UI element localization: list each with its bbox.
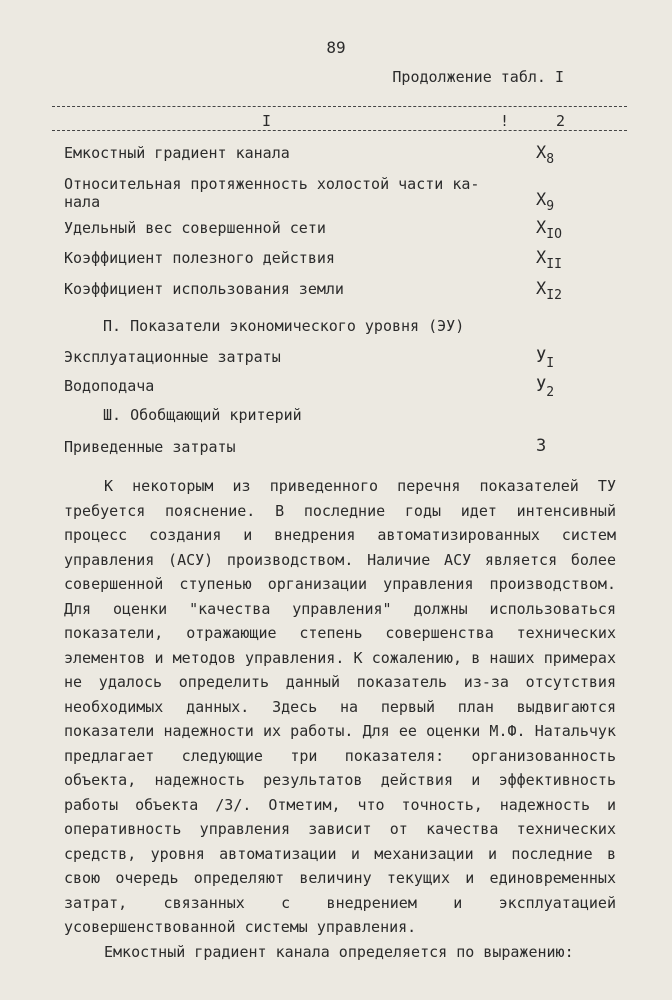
table-row-symbol: $X_9$ [536,190,555,214]
table-row-symbol: $У_2$ [536,376,555,400]
table-row-label: Приведенные затраты [64,438,236,456]
table-row-label: Коэффициент использования земли [64,280,344,298]
table-row-label: Водоподача [64,377,155,395]
table-row-symbol: З [536,436,547,456]
paragraph: Емкостный градиент канала определяется по выражению: [104,942,574,961]
section-heading: П. Показатели экономического уровня (ЭУ) [103,317,465,335]
body-text [64,474,616,964]
table-row-symbol: $X_{II}$ [536,248,562,272]
table-row-symbol: $X_8$ [536,143,555,167]
table-row-label: Удельный вес совершенной сети [64,219,326,237]
page-number: 89 [326,38,346,57]
table-top-rule [52,106,627,107]
table-row-label: Емкостный градиент канала [64,144,290,162]
table-header-separator: ! [500,112,510,130]
table-header-rule [52,130,627,131]
table-row-symbol: $У_I$ [536,347,555,371]
table-header-col2: 2 [556,112,566,130]
table-row-symbol: $X_{IO}$ [536,218,562,242]
table-row-symbol: $X_{I2}$ [536,279,562,303]
table-continuation-label: Продолжение табл. I [392,68,564,86]
paragraph: К некоторым из приведенного перечня показателей ТУ требуется пояснение. В последние годы идет интенсивный процесс создания и внедрения автоматизированных систем управления (АСУ) производством. Наличие АСУ является более совершенной ступенью организации управления производством. Для оценки "качества управления" должны использоваться показатели, отражающие степень совершенства технических элементов и методов управления. К сожалению, в наших примерах не удалось определить данный показатель из-за отсутствия необходимых данных. Здесь на первый план выдвигаются показатели надежности их работы. Для ее оценки М.Ф. Натальчук предлагает следующие три показателя: организованность объекта, надежность результатов действия и эффективность работы объекта /3/. Отметим, что точность, надежность и оперативность управления зависит от качества технических средств, уровня автоматизации и механизации и последние в свою очередь определяют величину текущих и единовременных затрат, связанных с внедрением и эксплуатацией усовершенствованной системы управления. [64,477,616,936]
table-row-label: Коэффициент полезного действия [64,249,335,267]
table-row-label: Эксплуатационные затраты [64,348,281,366]
section-heading: Ш. Обобщающий критерий [103,406,302,424]
table-header-col1: I [262,112,272,130]
table-row-label: Относительная протяженность холостой части ка- нала [64,175,480,211]
